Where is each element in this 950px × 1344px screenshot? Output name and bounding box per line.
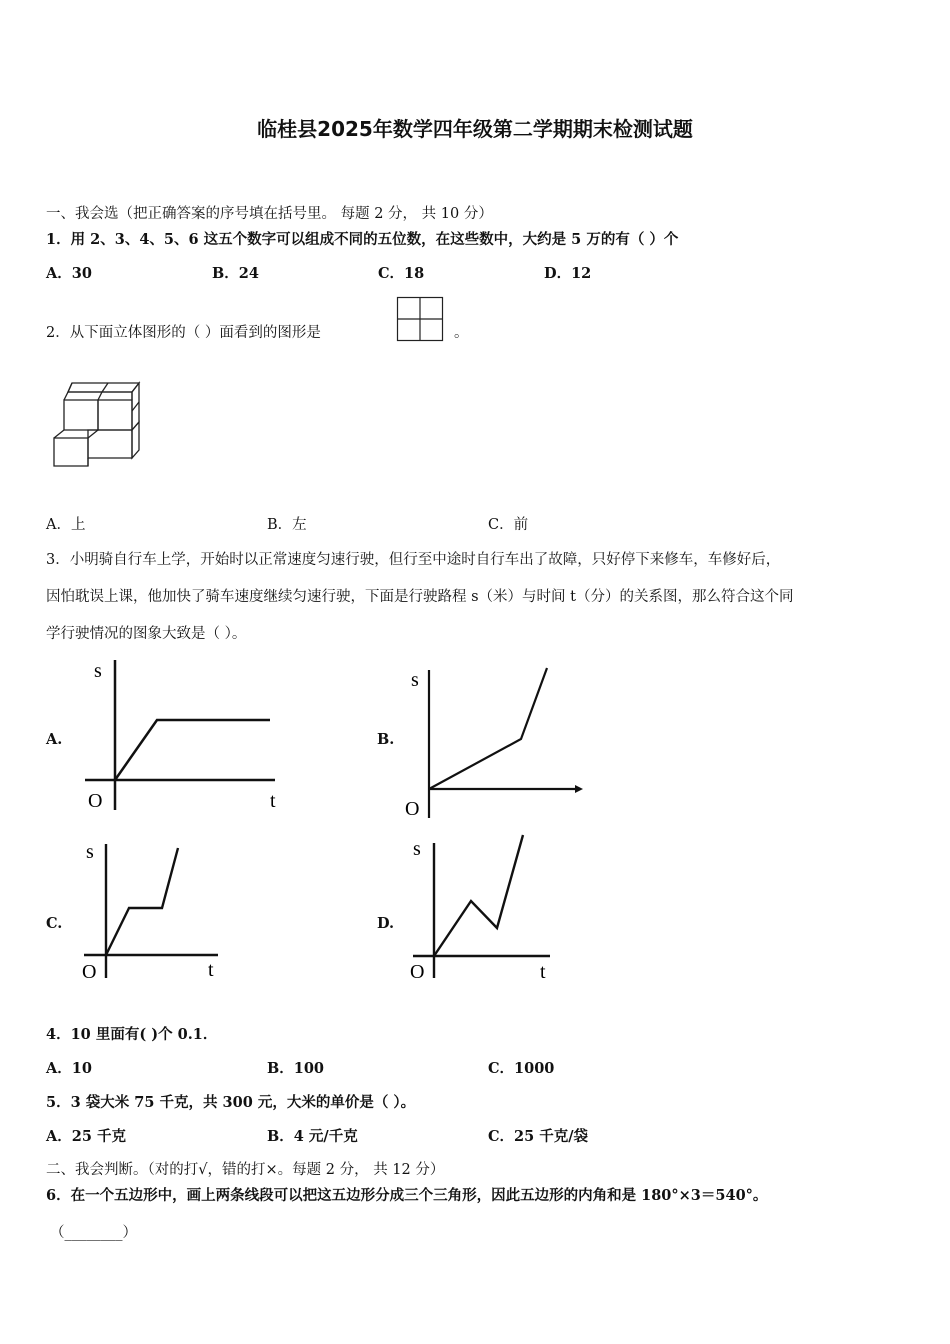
question-5-option-a[interactable]: A．25 千克 [46,1128,126,1145]
question-3-line-2: 因怕耽误上课，他加快了骑车速度继续匀速行驶，下面是行驶路程 s（米）与时间 t（分）的关系图，那么符合这个同 [46,589,794,605]
question-2-stem: 2．从下面立体图形的（ ）面看到的图形是 [46,325,321,341]
page-title: 临桂县2025年数学四年级第二学期期末检测试题 [257,117,693,141]
question-4-option-b[interactable]: B．100 [267,1060,325,1077]
graph-a-origin-label: O [88,790,103,812]
graph-d-origin-label: O [410,961,425,983]
graph-c [80,838,230,988]
graph-b-axis-y-label: s [411,669,419,691]
question-3-line-1: 3．小明骑自行车上学，开始时以正常速度匀速行驶，但行至中途时自行车出了故障，只好停下来修车，车修好后， [46,552,781,568]
question-6-answer-blank[interactable]: （________） [50,1225,137,1241]
graph-c-axis-x-label: t [208,959,214,981]
question-2-option-c[interactable]: C．前 [488,517,529,533]
question-2-option-a[interactable]: A．上 [46,517,86,533]
graph-b-curve [429,668,547,789]
graph-d-axis-y-label: s [413,838,421,860]
question-5-option-b[interactable]: B．4 元/千克 [267,1128,358,1145]
section-heading-1: 一、我会选（把正确答案的序号填在括号里。 每题 2 分， 共 10 分） [46,206,493,222]
graph-a [80,655,290,815]
graph-a-label[interactable]: A. [46,731,63,748]
question-2-stem-suffix: 。 [454,325,469,341]
question-5-option-c[interactable]: C．25 千克/袋 [488,1128,589,1145]
graph-c-origin-label: O [82,961,97,983]
view-grid-figure [397,297,443,341]
graph-d-curve [434,835,523,956]
question-4-option-c[interactable]: C．1000 [488,1060,555,1077]
question-6-stem: 6．在一个五边形中，画上两条线段可以把这五边形分成三个三角形，因此五边形的内角和是 180°×3＝540°。 [46,1187,768,1204]
cube-stack-figure [50,380,145,470]
question-1-stem: 1．用 2、3、4、5、6 这五个数字可以组成不同的五位数，在这些数中，大约是 5 万的有（ ）个 [46,231,679,248]
graph-c-label[interactable]: C. [46,915,63,932]
graph-a-curve [115,720,270,780]
question-1-option-a[interactable]: A．30 [46,265,92,282]
graph-d-label[interactable]: D. [377,915,395,932]
question-1-option-c[interactable]: C．18 [378,265,425,282]
graph-a-axis-x-label: t [270,790,276,812]
graph-b-origin-label: O [405,798,420,820]
graph-d-axis-x-label: t [540,961,546,983]
graph-c-axis-y-label: s [86,841,94,863]
section-heading-2: 二、我会判断。（对的打√，错的打×。每题 2 分， 共 12 分） [46,1162,445,1178]
graph-b-label[interactable]: B. [377,731,395,748]
graph-d [405,833,565,988]
graph-a-axis-y-label: s [94,660,102,682]
question-3-line-3: 学行驶情况的图象大致是（ ）。 [46,626,247,642]
question-5-stem: 5．3 袋大米 75 千克，共 300 元，大米的单价是（ ）。 [46,1094,416,1111]
graph-b [405,660,585,820]
question-1-option-b[interactable]: B．24 [212,265,259,282]
question-1-option-d[interactable]: D．12 [544,265,592,282]
question-4-stem: 4．10 里面有( )个 0.1． [46,1026,218,1043]
question-2-option-b[interactable]: B．左 [267,517,307,533]
graph-c-curve [106,848,178,955]
question-4-option-a[interactable]: A．10 [46,1060,92,1077]
